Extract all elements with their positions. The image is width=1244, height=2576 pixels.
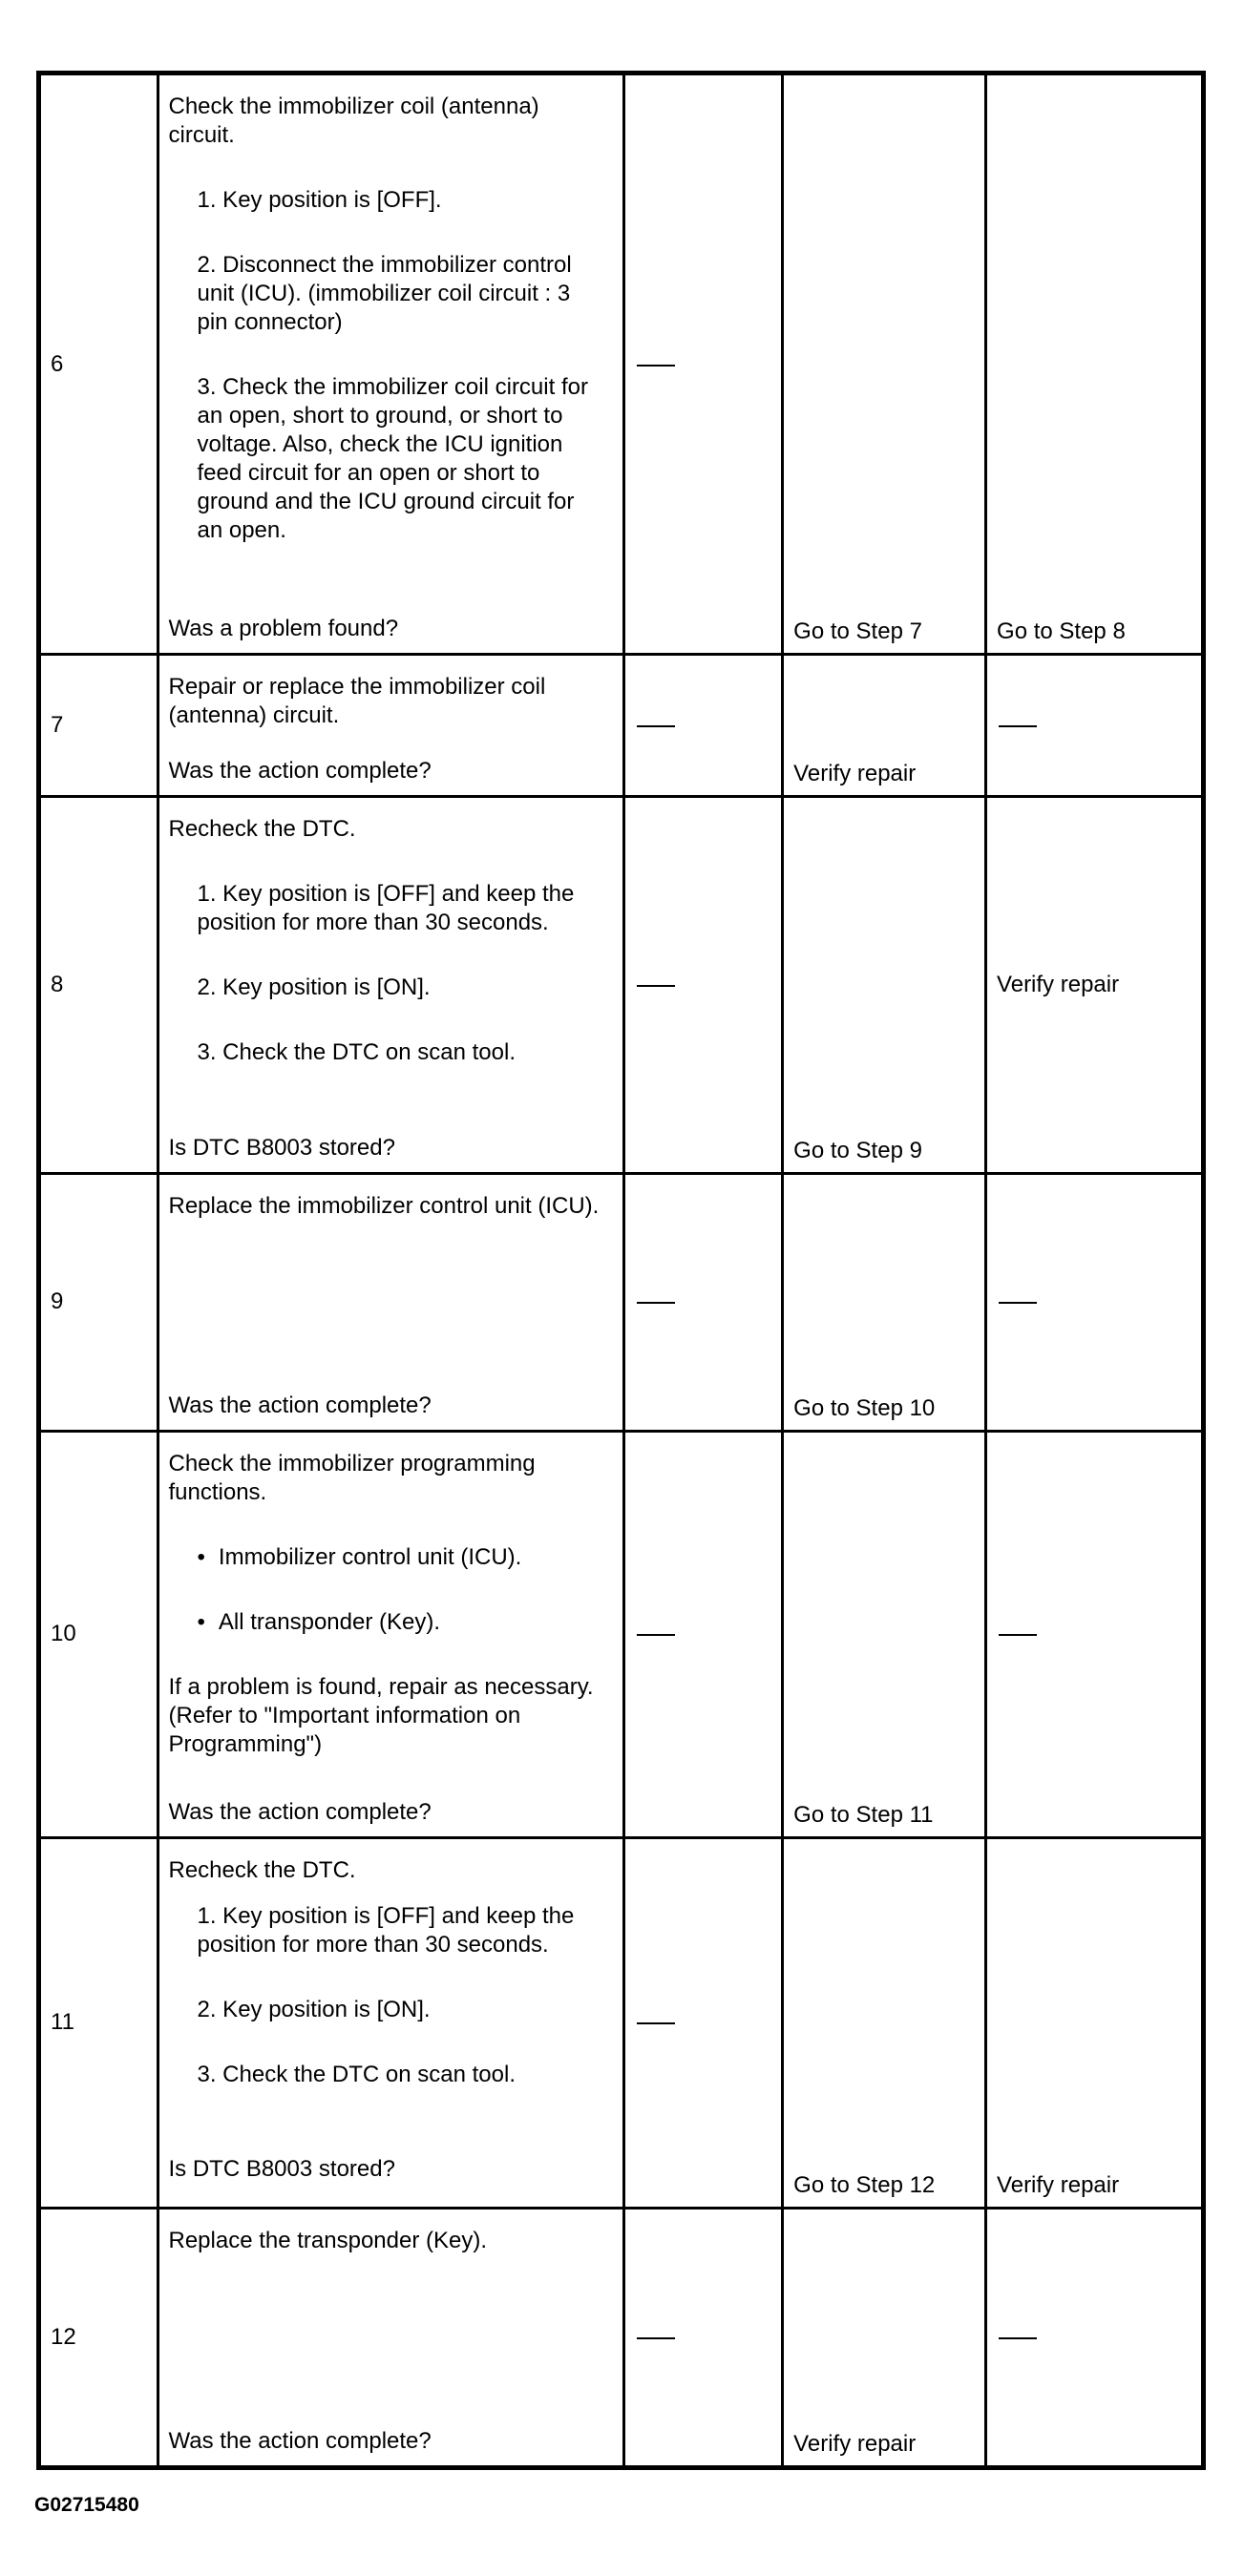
value-dash bbox=[637, 365, 675, 367]
action-title: Repair or replace the immobilizer coil (antenna) circuit. bbox=[168, 674, 546, 729]
value-dash bbox=[637, 2022, 675, 2024]
no-result: Verify repair bbox=[997, 971, 1120, 997]
step-number: 12 bbox=[51, 2324, 76, 2351]
value-dash bbox=[637, 985, 675, 987]
action-item: 1. Key position is [OFF] and keep the position for more than 30 seconds. bbox=[197, 1902, 575, 1958]
no-cell bbox=[986, 1837, 1204, 2209]
action-title: Recheck the DTC. bbox=[168, 816, 356, 843]
step-number: 6 bbox=[51, 350, 64, 377]
no-cell bbox=[986, 797, 1204, 1174]
value-cell bbox=[623, 1837, 783, 2209]
step-number: 7 bbox=[51, 712, 64, 739]
value-dash bbox=[637, 725, 675, 727]
action-cell bbox=[158, 1837, 623, 2209]
yes-cell bbox=[783, 1837, 986, 2209]
value-cell bbox=[623, 1173, 783, 1431]
action-title: Replace the transponder (Key). bbox=[168, 2228, 488, 2254]
no-result: Verify repair bbox=[997, 2172, 1120, 2199]
action-title: Replace the immobilizer control unit (ICU). bbox=[168, 1192, 600, 1219]
action-bullet: • All transponder (Key). bbox=[198, 1608, 603, 1637]
step-number-cell bbox=[39, 797, 158, 1174]
action-item: 1. Key position is [OFF]. bbox=[197, 187, 442, 213]
yes-result: Go to Step 11 bbox=[793, 1801, 934, 1828]
yes-cell bbox=[783, 73, 986, 655]
step-number: 10 bbox=[51, 1621, 76, 1647]
yes-result: Verify repair bbox=[793, 2431, 917, 2457]
action-item: 3. Check the immobilizer coil circuit for an open, short to ground, or short to voltage. Also, check the ICU ignition feed circuit for an open or short to ground and the ICU ground circuit for an open. bbox=[197, 374, 588, 543]
action-question: Was the action complete? bbox=[168, 1392, 432, 1418]
action-title: Check the immobilizer programming functions. bbox=[168, 1450, 536, 1505]
yes-result: Verify repair bbox=[793, 761, 917, 787]
no-dash bbox=[999, 725, 1037, 727]
yes-cell bbox=[783, 2209, 986, 2468]
value-dash bbox=[637, 1634, 675, 1636]
action-item: 2. Key position is [ON]. bbox=[197, 1996, 431, 2022]
yes-cell bbox=[783, 1431, 986, 1837]
action-question: Was a problem found? bbox=[168, 616, 399, 642]
value-cell bbox=[623, 797, 783, 1174]
no-cell bbox=[986, 1431, 1204, 1837]
step-number: 11 bbox=[51, 2009, 74, 2036]
action-bullet: • Immobilizer control unit (ICU). bbox=[198, 1543, 603, 1572]
figure-id: G02715480 bbox=[34, 2494, 139, 2516]
no-cell bbox=[986, 655, 1204, 797]
step-number: 8 bbox=[51, 971, 64, 997]
table-row-step-8 bbox=[39, 797, 1204, 1174]
action-question: Is DTC B8003 stored? bbox=[168, 1134, 395, 1161]
action-question: Was the action complete? bbox=[168, 2428, 432, 2454]
no-cell bbox=[986, 1173, 1204, 1431]
value-cell bbox=[623, 2209, 783, 2468]
action-cell bbox=[158, 2209, 623, 2468]
action-item: 1. Key position is [OFF] and keep the position for more than 30 seconds. bbox=[197, 881, 575, 936]
step-number: 9 bbox=[51, 1288, 64, 1315]
diagnostic-table bbox=[36, 71, 1206, 2470]
table-row-step-11 bbox=[39, 1837, 1204, 2209]
table-row-step-7 bbox=[39, 655, 1204, 797]
action-item: 2. Key position is [ON]. bbox=[197, 974, 431, 1001]
action-cell bbox=[158, 1431, 623, 1837]
action-item: 3. Check the DTC on scan tool. bbox=[197, 1039, 516, 1066]
no-dash bbox=[999, 2337, 1037, 2339]
yes-result: Go to Step 12 bbox=[793, 2172, 936, 2199]
action-cell bbox=[158, 797, 623, 1174]
value-dash bbox=[637, 1302, 675, 1304]
step-number-cell bbox=[39, 1431, 158, 1837]
no-cell bbox=[986, 73, 1204, 655]
step-number-cell bbox=[39, 1173, 158, 1431]
table-row-step-9 bbox=[39, 1173, 1204, 1431]
action-item: 2. Disconnect the immobilizer control unit (ICU). (immobilizer coil circuit : 3 pin connector) bbox=[197, 252, 572, 335]
action-item: 3. Check the DTC on scan tool. bbox=[197, 2061, 516, 2087]
action-question: Is DTC B8003 stored? bbox=[168, 2156, 395, 2183]
step-number-cell bbox=[39, 2209, 158, 2468]
yes-result: Go to Step 10 bbox=[793, 1394, 936, 1421]
value-cell bbox=[623, 73, 783, 655]
yes-result: Go to Step 9 bbox=[793, 1137, 922, 1163]
table-row-step-6 bbox=[39, 73, 1204, 655]
yes-cell bbox=[783, 1173, 986, 1431]
step-number-cell bbox=[39, 1837, 158, 2209]
action-question: Was the action complete? bbox=[168, 1798, 432, 1825]
value-dash bbox=[637, 2337, 675, 2339]
value-cell bbox=[623, 655, 783, 797]
yes-result: Go to Step 7 bbox=[793, 618, 922, 645]
yes-cell bbox=[783, 797, 986, 1174]
action-title: Recheck the DTC. bbox=[168, 1856, 356, 1883]
action-question: Was the action complete? bbox=[168, 758, 432, 785]
no-cell bbox=[986, 2209, 1204, 2468]
action-title: Check the immobilizer coil (antenna) circuit. bbox=[168, 94, 539, 148]
step-number-cell bbox=[39, 655, 158, 797]
table-row-step-10 bbox=[39, 1431, 1204, 1837]
value-cell bbox=[623, 1431, 783, 1837]
action-note: If a problem is found, repair as necessary. (Refer to "Important information on Programming") bbox=[168, 1673, 594, 1757]
yes-cell bbox=[783, 655, 986, 797]
action-cell bbox=[158, 73, 623, 655]
action-cell bbox=[158, 1173, 623, 1431]
table-row-step-12 bbox=[39, 2209, 1204, 2468]
no-dash bbox=[999, 1634, 1037, 1636]
step-number-cell bbox=[39, 73, 158, 655]
no-dash bbox=[999, 1302, 1037, 1304]
action-cell bbox=[158, 655, 623, 797]
no-result: Go to Step 8 bbox=[997, 618, 1126, 645]
